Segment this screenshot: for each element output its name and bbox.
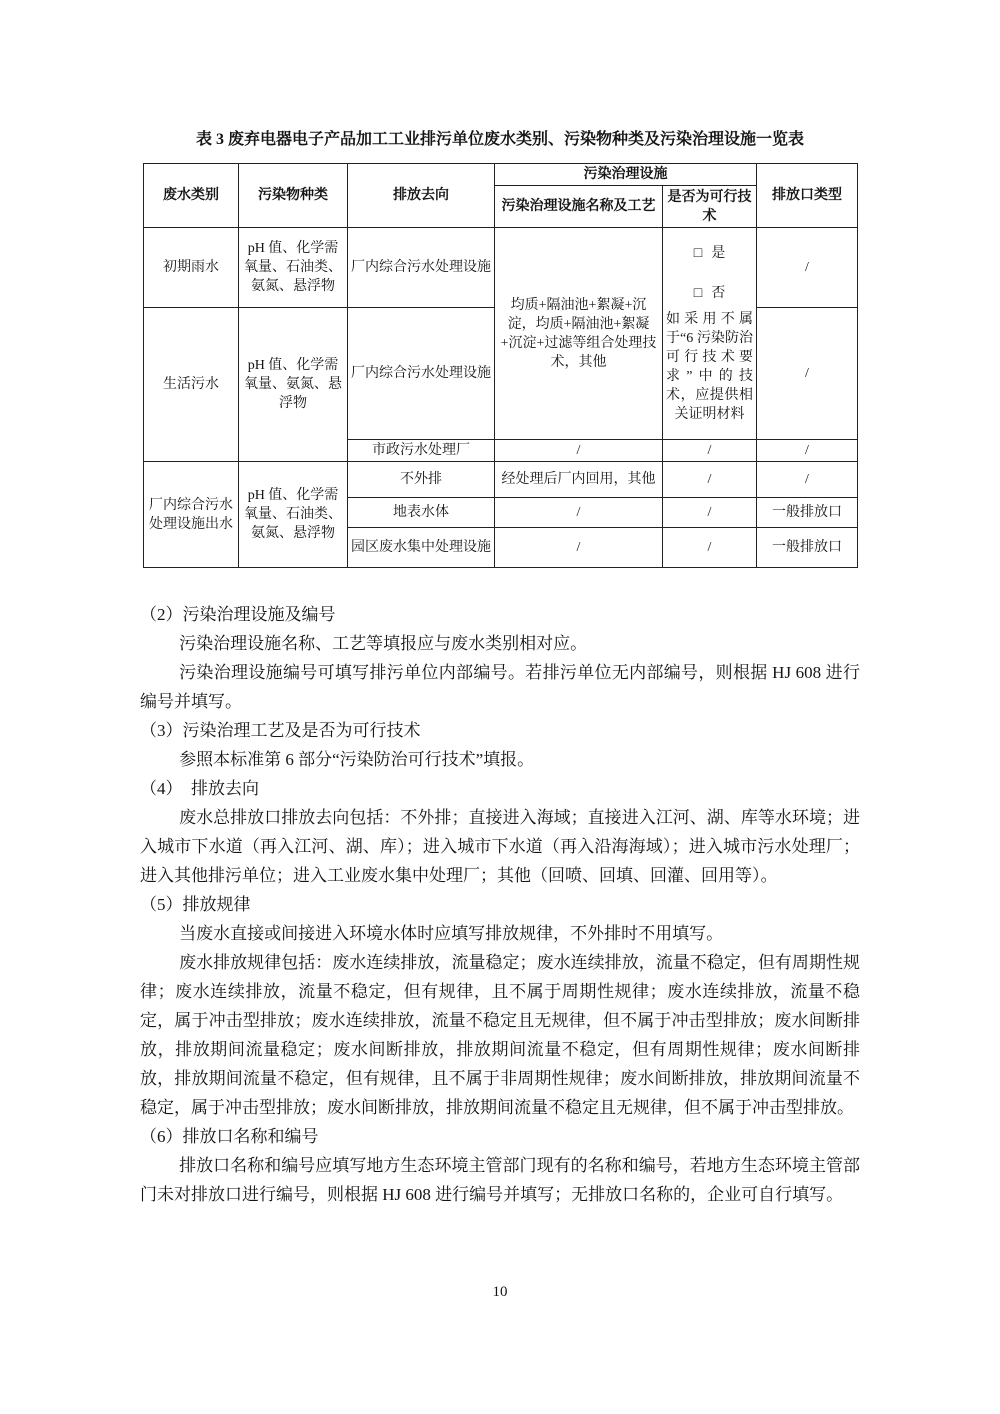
section-6-heading: （6）排放口名称和编号 xyxy=(140,1127,319,1146)
cell-domestic-feasible-2: / xyxy=(663,440,757,462)
section-5-paragraph-1: 当废水直接或间接进入环境水体时应填写排放规律，不外排时不用填写。 xyxy=(179,924,724,943)
cell-plant-effluent-feasible-1: / xyxy=(663,462,757,498)
cell-domestic-outlet-1: / xyxy=(757,308,858,440)
cell-plant-effluent-process-3: / xyxy=(495,528,663,568)
table-title: 表 3 废弃电器电子产品加工工业排污单位废水类别、污染物种类及污染治理设施一览表 xyxy=(195,131,804,148)
cell-plant-effluent-feasible-2: / xyxy=(663,498,757,528)
header-wastewater-type: 废水类别 xyxy=(144,164,239,228)
cell-domestic-process-2: / xyxy=(495,440,663,462)
cell-plant-effluent-pollutants: pH 值、化学需氧量、石油类、氨氮、悬浮物 xyxy=(239,462,348,568)
cell-shared-treatment-process: 均质+隔油池+絮凝+沉淀，均质+隔油池+絮凝+沉淀+过滤等组合处理技术，其他 xyxy=(495,228,663,440)
header-is-feasible-tech: 是否为可行技术 xyxy=(663,186,757,228)
body-text xyxy=(140,600,860,1209)
cell-domestic-outlet-2: / xyxy=(757,440,858,462)
cell-plant-effluent-destination-2: 地表水体 xyxy=(348,498,495,528)
section-2-paragraph-1: 污染治理设施名称、工艺等填报应与废水类别相对应。 xyxy=(179,634,588,653)
wastewater-treatment-table xyxy=(143,163,858,568)
section-5-paragraph-2: 废水排放规律包括：废水连续排放，流量稳定；废水连续排放，流量不稳定，但有周期性规律；废水连续排放，流量不稳定，但有规律，且不属于周期性规律；废水连续排放，流量不稳定，属于冲击型排放；废水连续排放，流量不稳定且无规律，但不属于冲击型排放；废水间断排放，排放期间流量稳定；废水间断排放，排放期间流量不稳定，但有周期性规律；废水间断排放，排放期间流量不稳定，但有规律，且不属于非周期性规律；废水间断排放，排放期间流量不稳定，属于冲击型排放；废水间断排放，排放期间流量不稳定且无规律，但不属于冲击型排放。 xyxy=(140,953,860,1117)
section-2-heading: （2）污染治理设施及编号 xyxy=(140,605,336,624)
cell-plant-effluent-outlet-2: 一般排放口 xyxy=(757,498,858,528)
feasible-yes-option xyxy=(666,244,753,263)
cell-domestic-pollutants: pH 值、化学需氧量、氨氮、悬浮物 xyxy=(239,308,348,462)
feasible-no-option xyxy=(666,284,753,303)
header-treatment-name-process: 污染治理设施名称及工艺 xyxy=(495,186,663,228)
section-4-paragraph-1: 废水总排放口排放去向包括：不外排；直接进入海域；直接进入江河、湖、库等水环境；进入城市下水道（再入江河、湖、库）；进入城市下水道（再入沿海海域）；进入城市污水处理厂；进入其他排污单位；进入工业废水集中处理厂；其他（回喷、回填、回灌、回用等）。 xyxy=(140,808,860,885)
cell-rainwater-destination: 厂内综合污水处理设施 xyxy=(348,228,495,308)
feasible-yes-label: 是 xyxy=(711,245,726,261)
section-5-heading: （5）排放规律 xyxy=(140,895,251,914)
cell-plant-effluent-outlet-1: / xyxy=(757,462,858,498)
cell-plant-effluent-type: 厂内综合污水处理设施出水 xyxy=(144,462,239,568)
cell-plant-effluent-destination-3: 园区废水集中处理设施 xyxy=(348,528,495,568)
cell-plant-effluent-outlet-3: 一般排放口 xyxy=(757,528,858,568)
section-3-paragraph-1: 参照本标准第 6 部分“污染防治可行技术”填报。 xyxy=(179,750,535,769)
header-pollutant-types: 污染物种类 xyxy=(239,164,348,228)
section-4-heading: （4） 排放去向 xyxy=(140,779,259,798)
checkbox-icon: □ xyxy=(693,245,703,261)
page-number: 10 xyxy=(492,1284,508,1300)
cell-domestic-destination-1: 厂内综合污水处理设施 xyxy=(348,308,495,440)
cell-domestic-type: 生活污水 xyxy=(144,308,239,462)
header-discharge-destination: 排放去向 xyxy=(348,164,495,228)
header-treatment-facility-group: 污染治理设施 xyxy=(495,164,757,186)
cell-rainwater-pollutants: pH 值、化学需氧量、石油类、氨氮、悬浮物 xyxy=(239,228,348,308)
cell-feasible-tech xyxy=(663,228,757,440)
cell-plant-effluent-process-2: / xyxy=(495,498,663,528)
cell-rainwater-type: 初期雨水 xyxy=(144,228,239,308)
cell-plant-effluent-destination-1: 不外排 xyxy=(348,462,495,498)
cell-rainwater-outlet: / xyxy=(757,228,858,308)
section-6-paragraph-1: 排放口名称和编号应填写地方生态环境主管部门现有的名称和编号，若地方生态环境主管部门未对排放口进行编号，则根据 HJ 608 进行编号并填写；无排放口名称的，企业可自行填写。 xyxy=(140,1156,860,1204)
header-outlet-type: 排放口类型 xyxy=(757,164,858,228)
cell-plant-effluent-feasible-3: / xyxy=(663,528,757,568)
cell-domestic-destination-2: 市政污水处理厂 xyxy=(348,440,495,462)
feasible-note: 如采用不属于“6 污染防治可行技术要求”中的技术，应提供相关证明材料 xyxy=(666,311,753,422)
cell-plant-effluent-process-1: 经处理后厂内回用，其他 xyxy=(495,462,663,498)
feasible-no-label: 否 xyxy=(711,285,726,301)
section-2-paragraph-2: 污染治理设施编号可填写排污单位内部编号。若排污单位无内部编号，则根据 HJ 608 进行编号并填写。 xyxy=(140,663,860,711)
checkbox-icon: □ xyxy=(693,285,703,301)
section-3-heading: （3）污染治理工艺及是否为可行技术 xyxy=(140,721,421,740)
